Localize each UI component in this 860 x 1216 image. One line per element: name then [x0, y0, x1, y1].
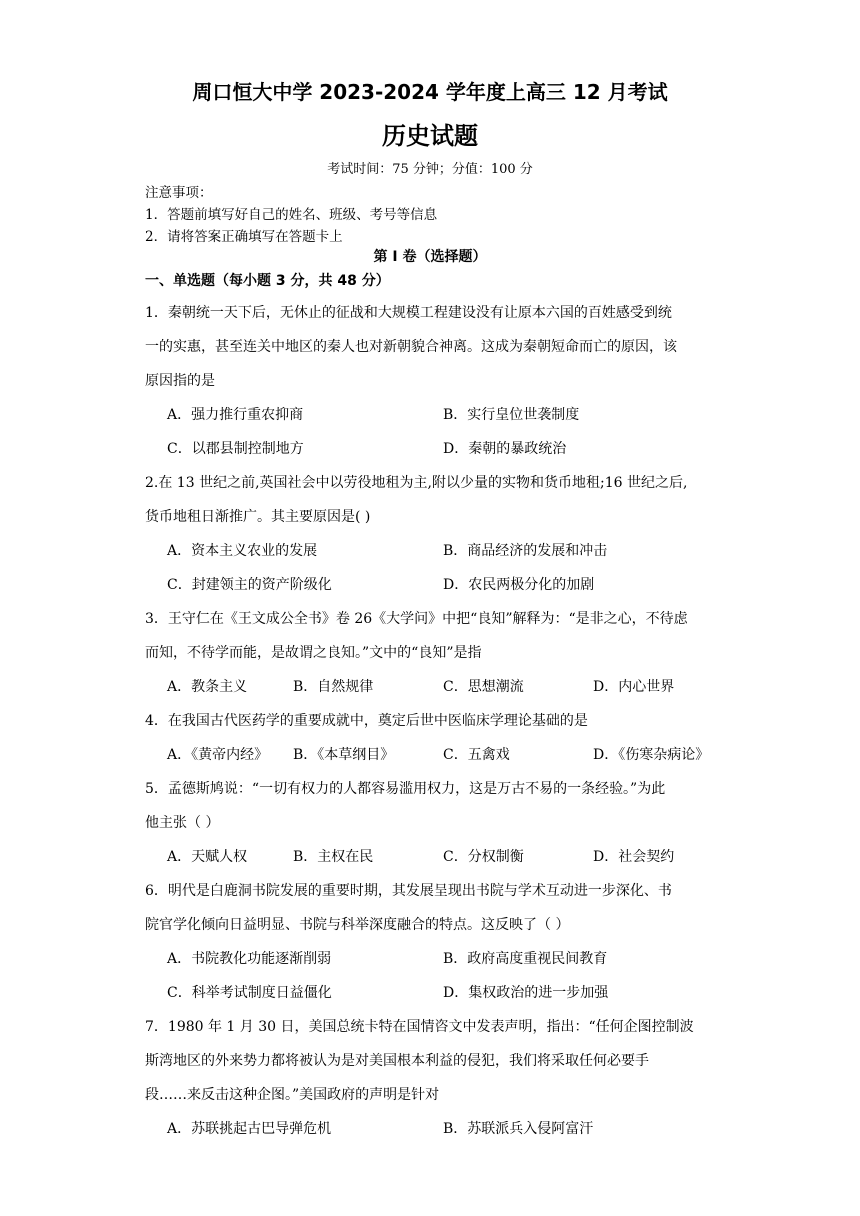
option-b: B．自然规律 [293, 679, 374, 695]
option-d: D．《伤寒杂病论》 [593, 747, 710, 763]
options-row [167, 840, 725, 874]
question-text-line: 6．明代是白鹿洞书院发展的重要时期，其发展呈现出书院与学术互动进一步深化、书 [145, 883, 672, 899]
exam-subject-title: 历史试题 [382, 122, 478, 150]
option-d: D．秦朝的暴政统治 [443, 441, 567, 457]
option-b: B．苏联派兵入侵阿富汗 [443, 1121, 594, 1137]
option-c: C．五禽戏 [443, 747, 510, 763]
question-3 [145, 602, 725, 704]
question-text-line: 2.在 13 世纪之前,英国社会中以劳役地租为主,附以少量的实物和货币地租;16 世纪之后, [145, 475, 688, 491]
question-text-line: 3．王守仁在《王文成公全书》卷 26《大学问》中把“良知”解释为：“是非之心，不待虑 [145, 611, 688, 627]
question-5 [145, 772, 725, 874]
questions-list [145, 296, 725, 1146]
option-d: D．社会契约 [593, 849, 675, 865]
question-text-line: 5．孟德斯鸠说：“一切有权力的人都容易滥用权力，这是万古不易的一条经验。”为此 [145, 781, 666, 797]
question-text-line: 斯湾地区的外来势力都将被认为是对美国根本利益的侵犯，我们将采取任何必要手 [145, 1053, 649, 1069]
question-7 [145, 1010, 725, 1146]
section-title: 第 I 卷（选择题） [373, 249, 487, 265]
notes-heading: 注意事项： [145, 185, 213, 201]
part-title: 一、单选题（每小题 3 分，共 48 分） [145, 273, 390, 289]
note-item: 2．请将答案正确填写在答题卡上 [145, 229, 343, 245]
option-b: B．政府高度重视民间教育 [443, 951, 608, 967]
note-item: 1．答题前填写好自己的姓名、班级、考号等信息 [145, 207, 438, 223]
option-b: B．《本草纲目》 [293, 747, 395, 763]
question-text-line: 原因指的是 [145, 373, 215, 389]
option-d: D．内心世界 [593, 679, 675, 695]
option-a: A．《黄帝内经》 [167, 747, 269, 763]
option-a: A．天赋人权 [167, 849, 248, 865]
question-1 [145, 296, 725, 466]
options-row [167, 568, 725, 602]
option-d: D．集权政治的进一步加强 [443, 985, 609, 1001]
option-b: B．商品经济的发展和冲击 [443, 543, 608, 559]
options-row [167, 738, 725, 772]
exam-title: 周口恒大中学 2023-2024 学年度上高三 12 月考试 [192, 80, 668, 104]
question-text-line: 他主张（ ） [145, 815, 220, 831]
exam-time-score: 考试时间：75 分钟；分值：100 分 [327, 162, 533, 177]
options-row [167, 670, 725, 704]
question-2 [145, 466, 725, 602]
option-a: A．资本主义农业的发展 [167, 543, 318, 559]
question-text-line: 4．在我国古代医药学的重要成就中，奠定后世中医临床学理论基础的是 [145, 713, 588, 729]
option-c: C．分权制衡 [443, 849, 524, 865]
question-6 [145, 874, 725, 1010]
question-text-line: 院官学化倾向日益明显、书院与科举深度融合的特点。这反映了（ ） [145, 917, 570, 933]
options-row [167, 398, 725, 432]
question-text-line: 货币地租日渐推广。其主要原因是( ) [145, 509, 371, 525]
option-c: C．思想潮流 [443, 679, 524, 695]
option-a: A．苏联挑起古巴导弹危机 [167, 1121, 332, 1137]
option-d: D．农民两极分化的加剧 [443, 577, 595, 593]
options-row [167, 534, 725, 568]
question-4 [145, 704, 725, 772]
notes-block [145, 182, 437, 248]
question-text-line: 7．1980 年 1 月 30 日，美国总统卡特在国情咨文中发表声明，指出：“任何企图控制波 [145, 1019, 694, 1035]
option-a: A．强力推行重农抑商 [167, 407, 304, 423]
option-c: C．科举考试制度日益僵化 [167, 985, 332, 1001]
question-text-line: 段……来反击这种企图。”美国政府的声明是针对 [145, 1087, 440, 1103]
option-b: B．主权在民 [293, 849, 374, 865]
option-b: B．实行皇位世袭制度 [443, 407, 580, 423]
option-a: A．教条主义 [167, 679, 248, 695]
options-row [167, 976, 725, 1010]
options-row [167, 1112, 725, 1146]
options-row [167, 432, 725, 466]
question-text-line: 1．秦朝统一天下后，无休止的征战和大规模工程建设没有让原本六国的百姓感受到统 [145, 305, 672, 321]
option-c: C．以郡县制控制地方 [167, 441, 304, 457]
question-text-line: 而知，不待学而能，是故谓之良知。”文中的“良知”是指 [145, 645, 482, 661]
option-a: A．书院教化功能逐渐削弱 [167, 951, 332, 967]
options-row [167, 942, 725, 976]
option-c: C．封建领主的资产阶级化 [167, 577, 332, 593]
question-text-line: 一的实惠，甚至连关中地区的秦人也对新朝貌合神离。这成为秦朝短命而亡的原因，该 [145, 339, 677, 355]
